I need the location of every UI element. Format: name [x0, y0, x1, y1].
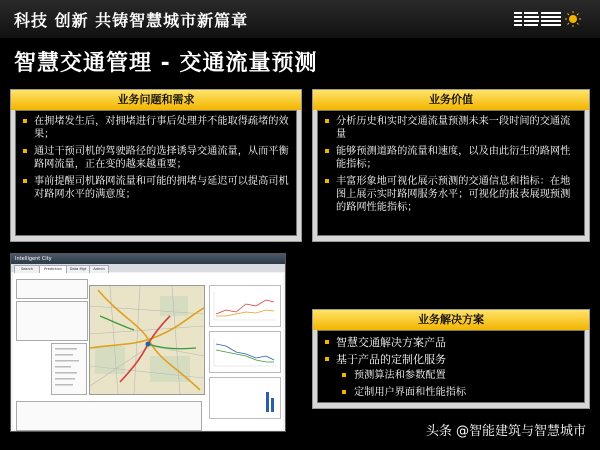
app-mini-chart [209, 377, 281, 419]
solution-bullet: 智慧交通解决方案产品 [324, 335, 578, 350]
watermark: 头条 @智能建筑与智慧城市 [425, 424, 586, 439]
app-filter-box[interactable] [16, 279, 88, 299]
app-content [13, 273, 283, 430]
business-value-body [317, 110, 585, 236]
page-title: 智慧交通管理 - 交通流量预测 [14, 51, 318, 76]
business-problem-body [15, 110, 297, 236]
value-bullet: 分析历史和实时交通流量预测未来一段时间的交通流量 [324, 115, 578, 141]
app-filter-box[interactable] [16, 301, 88, 341]
solution-sub-bullet: 预测算法和参数配置 [324, 369, 578, 382]
app-mini-chart-lines [210, 332, 280, 372]
traffic-map[interactable] [89, 285, 205, 395]
app-screenshot [10, 253, 286, 432]
app-tab-search[interactable]: Search [14, 265, 40, 274]
ibm-logo [514, 10, 582, 30]
app-tab-prediction[interactable]: Prediction [39, 265, 67, 274]
business-value-panel [312, 89, 590, 242]
business-problem-panel [10, 89, 302, 242]
app-mini-chart-bars [210, 378, 280, 418]
solution-panel [312, 309, 590, 409]
app-mini-chart [209, 285, 281, 327]
business-problem-title: 业务问题和需求 [11, 90, 301, 110]
solution-bullet: 基于产品的定制化服务 [324, 352, 578, 367]
app-list-box[interactable] [51, 343, 87, 395]
app-mini-chart-lines [210, 286, 280, 326]
app-list-lines [52, 344, 86, 394]
app-tab-bar [11, 264, 285, 272]
tagline: 科技 创新 共铸智慧城市新篇章 [14, 11, 249, 30]
business-value-title: 业务价值 [313, 90, 589, 110]
top-banner [0, 0, 600, 38]
value-bullet: 能够预测道路的流量和速度，以及由此衍生的路网性能指标； [324, 145, 578, 171]
value-bullet: 丰富形象地可视化展示预测的交通信息和指标：在地图上展示实时路网服务水平；可视化的报表展现预测的路网性能指标； [324, 175, 578, 214]
solution-sub-bullet: 定制用户界面和性能指标 [324, 386, 578, 399]
solution-body [317, 330, 585, 403]
problem-bullet: 事前提醒司机路网流量和可能的拥堵与延迟可以提高司机对路网水平的满意度； [22, 175, 290, 201]
problem-bullet: 在拥堵发生后，对拥堵进行事后处理并不能取得疏堵的效果； [22, 115, 290, 141]
app-bottom-panel [16, 401, 202, 431]
app-title: Intelligent City [11, 254, 285, 264]
app-tab-admin[interactable]: Admin [89, 265, 109, 274]
sun-icon [565, 11, 581, 27]
map-roads [90, 286, 204, 394]
solution-title: 业务解决方案 [313, 310, 589, 330]
problem-bullet: 通过干预司机的驾驶路径的选择诱导交通流量，从而平衡路网流量，正在变的越来越重要； [22, 145, 290, 171]
app-mini-chart [209, 331, 281, 373]
app-tab-data-mgt[interactable]: Data Mgt [66, 265, 90, 274]
